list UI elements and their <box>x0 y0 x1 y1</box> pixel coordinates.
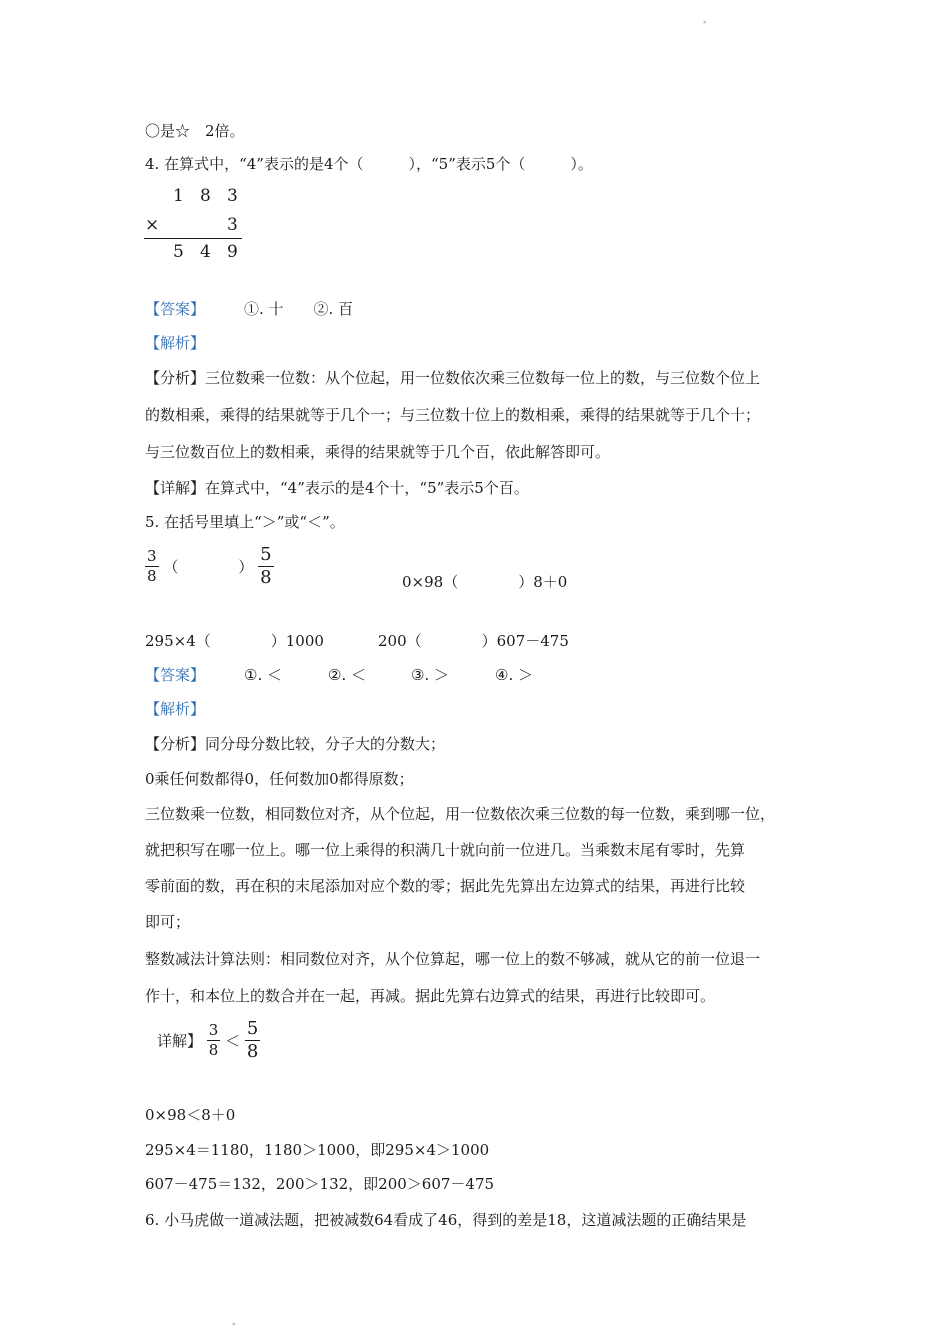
numerator: 3 <box>147 547 157 565</box>
q4-analysis-line-1: 【分析】三位数乘一位数：从个位起，用一位数依次乘三位数每一位上的数，与三位数个位上 <box>145 369 761 387</box>
denominator: 8 <box>260 567 272 588</box>
q5-jiexi-tag: 【解析】 <box>145 700 206 718</box>
fraction-5-8 <box>245 1020 260 1061</box>
fraction-3-8 <box>145 549 159 584</box>
numerator: 5 <box>260 544 272 565</box>
q5-analysis-line-6: 即可； <box>145 913 191 931</box>
prev-question-tail: 〇是☆ 2倍。 <box>145 122 245 140</box>
q4-row2-d: 3 <box>227 215 238 235</box>
q5-detail-fraction-line <box>157 1020 260 1061</box>
q5-answer-tag: 【答案】 <box>145 666 206 684</box>
q5-item4: 200（ ）607－475 <box>378 632 569 650</box>
q5-stem: 5. 在括号里填上“＞”或“＜”。 <box>145 513 345 531</box>
q5-detail-line-1: 0×98＜8＋0 <box>145 1106 236 1124</box>
q5-answer-3: ③. ＞ <box>411 666 449 684</box>
multiply-sign: × <box>145 215 160 235</box>
q4-detail: 【详解】在算式中，“4”表示的是4个十，“5”表示5个百。 <box>145 479 529 497</box>
denominator: 8 <box>147 567 157 585</box>
q4-analysis-line-3: 与三位数百位上的数相乘，乘得的结果就等于几个百，依此解答即可。 <box>145 443 611 461</box>
q6-stem: 6. 小马虎做一道减法题，把被减数64看成了46，得到的差是18，这道减法题的正确结果是 <box>145 1211 747 1229</box>
less-than-sign: ＜ <box>225 1032 241 1050</box>
q4-jiexi-tag: 【解析】 <box>145 334 206 352</box>
q5-analysis-line-2: 0乘任何数都得0，任何数加0都得原数； <box>145 770 414 788</box>
q5-analysis-line-7: 整数减法计算法则：相同数位对齐，从个位算起，哪一位上的数不够减，就从它的前一位退一 <box>145 950 761 968</box>
q4-row1-d3: 3 <box>227 186 238 206</box>
q5-item1 <box>145 546 274 587</box>
q4-answer: ①. 十 ②. 百 <box>244 300 354 318</box>
q4-row1-d2: 8 <box>200 186 211 206</box>
footer-mark: " <box>232 1322 236 1331</box>
q4-answer-tag: 【答案】 <box>145 300 206 318</box>
q5-detail-line-2: 295×4＝1180，1180＞1000，即295×4＞1000 <box>145 1141 490 1159</box>
q5-analysis-line-8: 作十，和本位上的数合并在一起，再减。据此先算右边算式的结果，再进行比较即可。 <box>145 987 716 1005</box>
q4-stem: 4. 在算式中，“4”表示的是4个（ ），“5”表示5个（ ）。 <box>145 155 593 173</box>
q5-detail-line-3: 607－475＝132，200＞132，即200＞607－475 <box>145 1175 495 1193</box>
numerator: 5 <box>246 1018 259 1039</box>
q5-item3: 295×4（ ）1000 <box>145 632 324 650</box>
q5-blank-1: （ ） <box>163 558 254 576</box>
fraction-5-8 <box>258 546 273 587</box>
q5-analysis-line-3: 三位数乘一位数，相同数位对齐，从个位起，用一位数依次乘三位数的每一位数，乘到哪一位， <box>145 805 776 823</box>
q4-calc-rule <box>144 238 242 239</box>
q5-answer-4: ④. ＞ <box>495 666 533 684</box>
q4-row3-d2: 4 <box>200 242 211 262</box>
q4-row3-d3: 9 <box>227 242 238 262</box>
q5-answer-1: ①. ＜ <box>244 666 282 684</box>
q4-row1-d1: 1 <box>173 186 184 206</box>
q4-vertical-multiplication <box>140 183 250 268</box>
fraction-3-8 <box>207 1023 221 1058</box>
q5-analysis-line-5: 零前面的数，再在积的末尾添加对应个数的零；据此先先算出左边算式的结果，再进行比较 <box>145 877 746 895</box>
denominator: 8 <box>208 1041 219 1059</box>
numerator: 3 <box>208 1021 219 1039</box>
q4-analysis-line-2: 的数相乘，乘得的结果就等于几个一；与三位数十位上的数相乘，乘得的结果就等于几个十； <box>145 406 761 424</box>
detail-label: 详解】 <box>157 1032 203 1050</box>
q5-analysis-line-1: 【分析】同分母分数比较，分子大的分数大； <box>145 735 446 753</box>
denominator: 8 <box>246 1041 259 1062</box>
q5-item2: 0×98（ ）8＋0 <box>402 573 568 591</box>
q5-analysis-line-4: 就把积写在哪一位上。哪一位上乘得的积满几十就向前一位进几。当乘数末尾有零时，先算 <box>145 841 746 859</box>
q4-row3-d1: 5 <box>173 242 184 262</box>
q5-answer-2: ②. ＜ <box>328 666 366 684</box>
corner-mark: " <box>703 20 707 29</box>
